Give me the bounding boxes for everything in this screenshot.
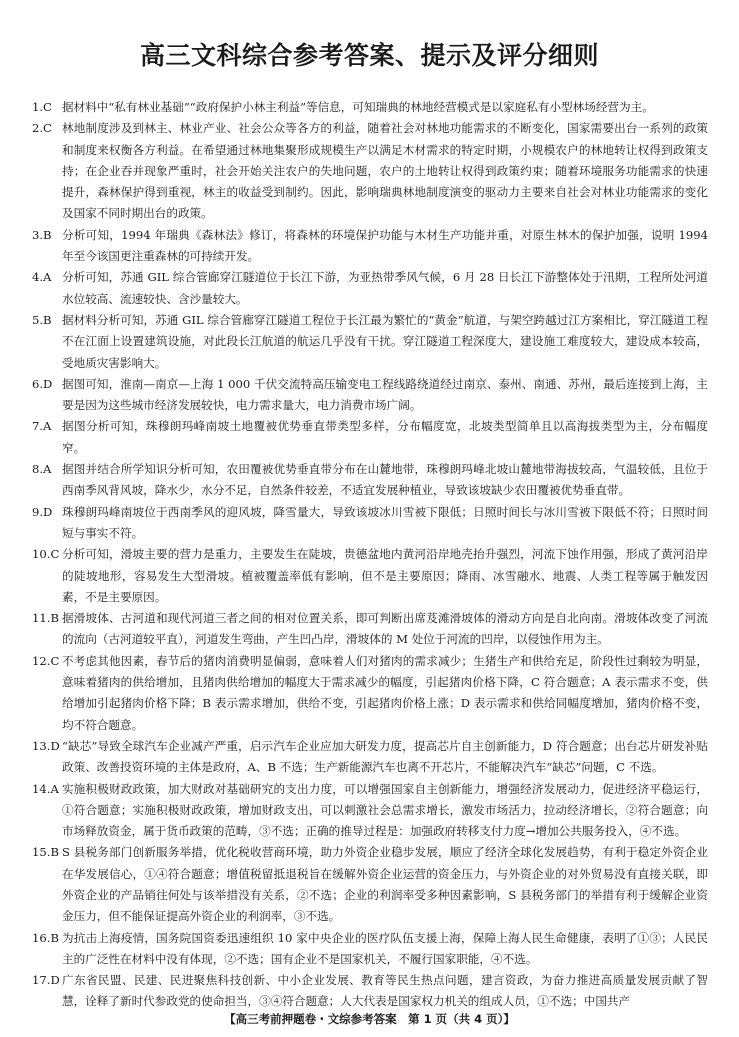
answer-item [32, 459, 708, 502]
answer-explanation: 分析可知，苏通 GIL 综合管廊穿江隧道位于长江下游，为亚热带季风气候，6 月 28 日长江下游整体处于汛期，工程所处河道水位较高、流速较快、含沙量较大。 [62, 270, 708, 306]
answer-number: 9.D [32, 504, 53, 519]
answer-number: 16.B [32, 930, 59, 945]
answer-number: 17.D [32, 973, 60, 988]
answer-number: 11.B [32, 611, 59, 626]
answer-explanation: 广东省民盟、民建、民进聚焦科技创新、中小企业发展、教育等民生热点问题，建言资政，为奋力推进高质量发展贡献了智慧，诠释了新时代参政党的使命担当，③④符合题意；人大代表是国家权力机关的组成人员，①不选；中国共产 [62, 973, 708, 1009]
answer-item [32, 97, 708, 118]
answer-list [32, 97, 708, 1013]
answer-item [32, 502, 708, 545]
answer-explanation: 据材料分析可知，苏通 GIL 综合管廊穿江隧道工程位于长江最为繁忙的“黄金”航道，与架空跨越过江方案相比，穿江隧道工程不在江面上设置建筑设施，对此段长江航道的航运几乎没有干扰。穿江隧道工程深度大，建设施工难度较大，建设成本较高，受地质灾害影响大。 [62, 312, 708, 370]
answer-item [32, 374, 708, 417]
answer-explanation: 分析可知，滑坡主要的营力是重力，主要发生在陡坡，贵德盆地内黄河沿岸地壳抬升强烈，河流下蚀作用强，形成了黄河沿岸的陡坡地形，容易发生大型滑坡。植被覆盖率低有影响，但不是主要原因；降雨、冰雪融水、地震、人类工程等属于触发因素，不是主要原因。 [62, 547, 708, 604]
answer-explanation: 为抗击上海疫情，国务院国资委迅速组织 10 家中央企业的医疗队伍支援上海，保障上海人民生命健康，表明了①③；人民民主的广泛性在材料中没有体现，②不选；国有企业不是国家机关，不履行国家职能，④不选。 [62, 930, 708, 966]
page-title: 高三文科综合参考答案、提示及评分细则 [139, 41, 599, 70]
answer-item [32, 544, 708, 608]
answer-number: 2.C [32, 121, 52, 136]
answer-number: 10.C [32, 547, 60, 562]
answer-explanation: 据图分析可知，珠穆朗玛峰南坡土地覆被优势垂直带类型多样，分布幅度宽，北坡类型简单且以高海拔类型为主，分布幅度窄。 [62, 419, 708, 455]
answer-item [32, 416, 708, 459]
answer-number: 8.A [32, 462, 52, 477]
answer-number: 15.B [32, 845, 59, 860]
answer-explanation: 据图并结合所学知识分析可知，农田覆被优势垂直带分布在山麓地带，珠穆朗玛峰北坡山麓地带海拔较高，气温较低，且位于西南季风背风坡，降水少，水分不足，自然条件较差，不适宜发展种植业，导致该坡缺少农田覆被优势垂直带。 [62, 462, 708, 498]
answer-item [32, 779, 708, 843]
answer-item [32, 970, 708, 1013]
answer-item [32, 118, 708, 224]
answer-item [32, 310, 708, 374]
answer-explanation: S 县税务部门创新服务举措，优化税收营商环境，助力外资企业稳步发展，顺应了经济全球化发展趋势，有利于稳定外资企业在华发展信心，①④符合题意；增值税留抵退税旨在缓解外资企业运营的资金压力，与外资企业的对外贸易没有直接关联，即外资企业的产品销往何处与该举措没有关系，②不选；企业的利润率受多种因素影响，S 县税务部门的举措有利于缓解企业资金压力，但不能保证提高外资企业的利润率，③不选。 [62, 845, 708, 924]
answer-item [32, 928, 708, 971]
answer-number: 3.B [32, 227, 52, 242]
answer-explanation: 林地制度涉及到林主、林业产业、社会公众等各方的利益，随着社会对林地功能需求的不断变化，国家需要出台一系列的政策和制度来权衡各方利益。在希望通过林地集聚形成规模生产以满足木材需求的特定时期，小规模农户的林地转让权得到政策支持；在企业吞并现象严重时，社会开始关注农户的失地问题，农户的土地转让权得到政策约束；随着环境服务功能需求的快速提升，森林保护得到重视，林主的收益受到制约。因此，影响瑞典林地制度演变的驱动力主要来自社会对林业功能需求的变化及国家不同时期出台的政策。 [62, 121, 708, 221]
answer-number: 4.A [32, 270, 52, 285]
answer-number: 14.A [32, 781, 59, 796]
answer-item [32, 225, 708, 268]
answer-explanation: 据材料中“私有林业基础”“政府保护小林主利益”等信息，可知瑞典的林地经营模式是以家庭私有小型林场经营为主。 [62, 100, 654, 114]
answer-number: 1.C [32, 100, 52, 114]
answer-explanation: 据滑坡体、古河道和现代河道三者之间的相对位置关系，即可判断出席芨滩滑坡体的滑动方向是自北向南。滑坡体改变了河流的流向（古河道较平直），河道发生弯曲，产生凹凸岸，滑坡体的 M 处位于河流的凹岸，以侵蚀作用为主。 [62, 611, 708, 647]
page-footer: 【高三考前押题卷・文综参考答案 第 1 页（共 4 页）】 [224, 1012, 515, 1026]
answer-number: 12.C [32, 653, 60, 668]
answer-item [32, 608, 708, 651]
answer-number: 6.D [32, 376, 53, 391]
answer-explanation: 据图可知，淮南—南京—上海 1 000 千伏交流特高压输变电工程线路绕道经过南京、泰州、南通、苏州，最后连接到上海，主要是因为这些城市经济发展较快，电力需求量大，电力消费市场广阔。 [62, 376, 708, 413]
answer-explanation: “缺芯”导致全球汽车企业减产严重，启示汽车企业应加大研发力度，提高芯片自主创新能力，D 符合题意；出台芯片研发补贴政策、改善投资环境的主体是政府，A、B 不选；生产新能源汽车也离不开芯片，不能解决汽车“缺芯”问题，C 不选。 [62, 738, 708, 775]
answer-item [32, 651, 708, 736]
answer-item [32, 842, 708, 927]
answer-explanation: 分析可知，1994 年瑞典《森林法》修订，将森林的环境保护功能与木材生产功能并重，对原生林木的保护加强，说明 1994 年至今该国更注重森林的可持续开发。 [62, 227, 708, 264]
answer-number: 7.A [32, 419, 52, 434]
answer-number: 5.B [32, 312, 52, 327]
answer-explanation: 实施积极财政政策，加大财政对基础研究的支出力度，可以增强国家自主创新能力，增强经济发展动力，促进经济平稳运行，①符合题意；实施积极财政政策，增加财政支出，可以刺激社会总需求增长，激发市场活力，拉动经济增长，②符合题意；向市场释放资金，属于货币政策的范畴，③不选；正确的推导过程是：加强政府转移支付力度→增加公共服务投入，④不选。 [62, 781, 708, 839]
answer-number: 13.D [32, 738, 60, 753]
answer-item [32, 267, 708, 310]
answer-item [32, 736, 708, 779]
answer-explanation: 珠穆朗玛峰南坡位于西南季风的迎风坡，降雪量大，导致该坡冰川雪被下限低；日照时间长与冰川雪被下限低不符；日照时间短与事实不符。 [62, 504, 708, 540]
answer-explanation: 不考虑其他因素，春节后的猪肉消费明显偏弱，意味着人们对猪肉的需求减少；生猪生产和供给充足，阶段性过剩较为明显，意味着猪肉的供给增加，且猪肉供给增加的幅度大于需求减少的幅度，引起猪肉价格下降，C 符合题意；A 表示需求不变，供给增加引起猪肉价格下降；B 表示需求增加，供给不变，引起猪肉价格上涨；D 表示需求和供给同幅度增加，猪肉价格不变，均不符合题意。 [62, 653, 708, 732]
